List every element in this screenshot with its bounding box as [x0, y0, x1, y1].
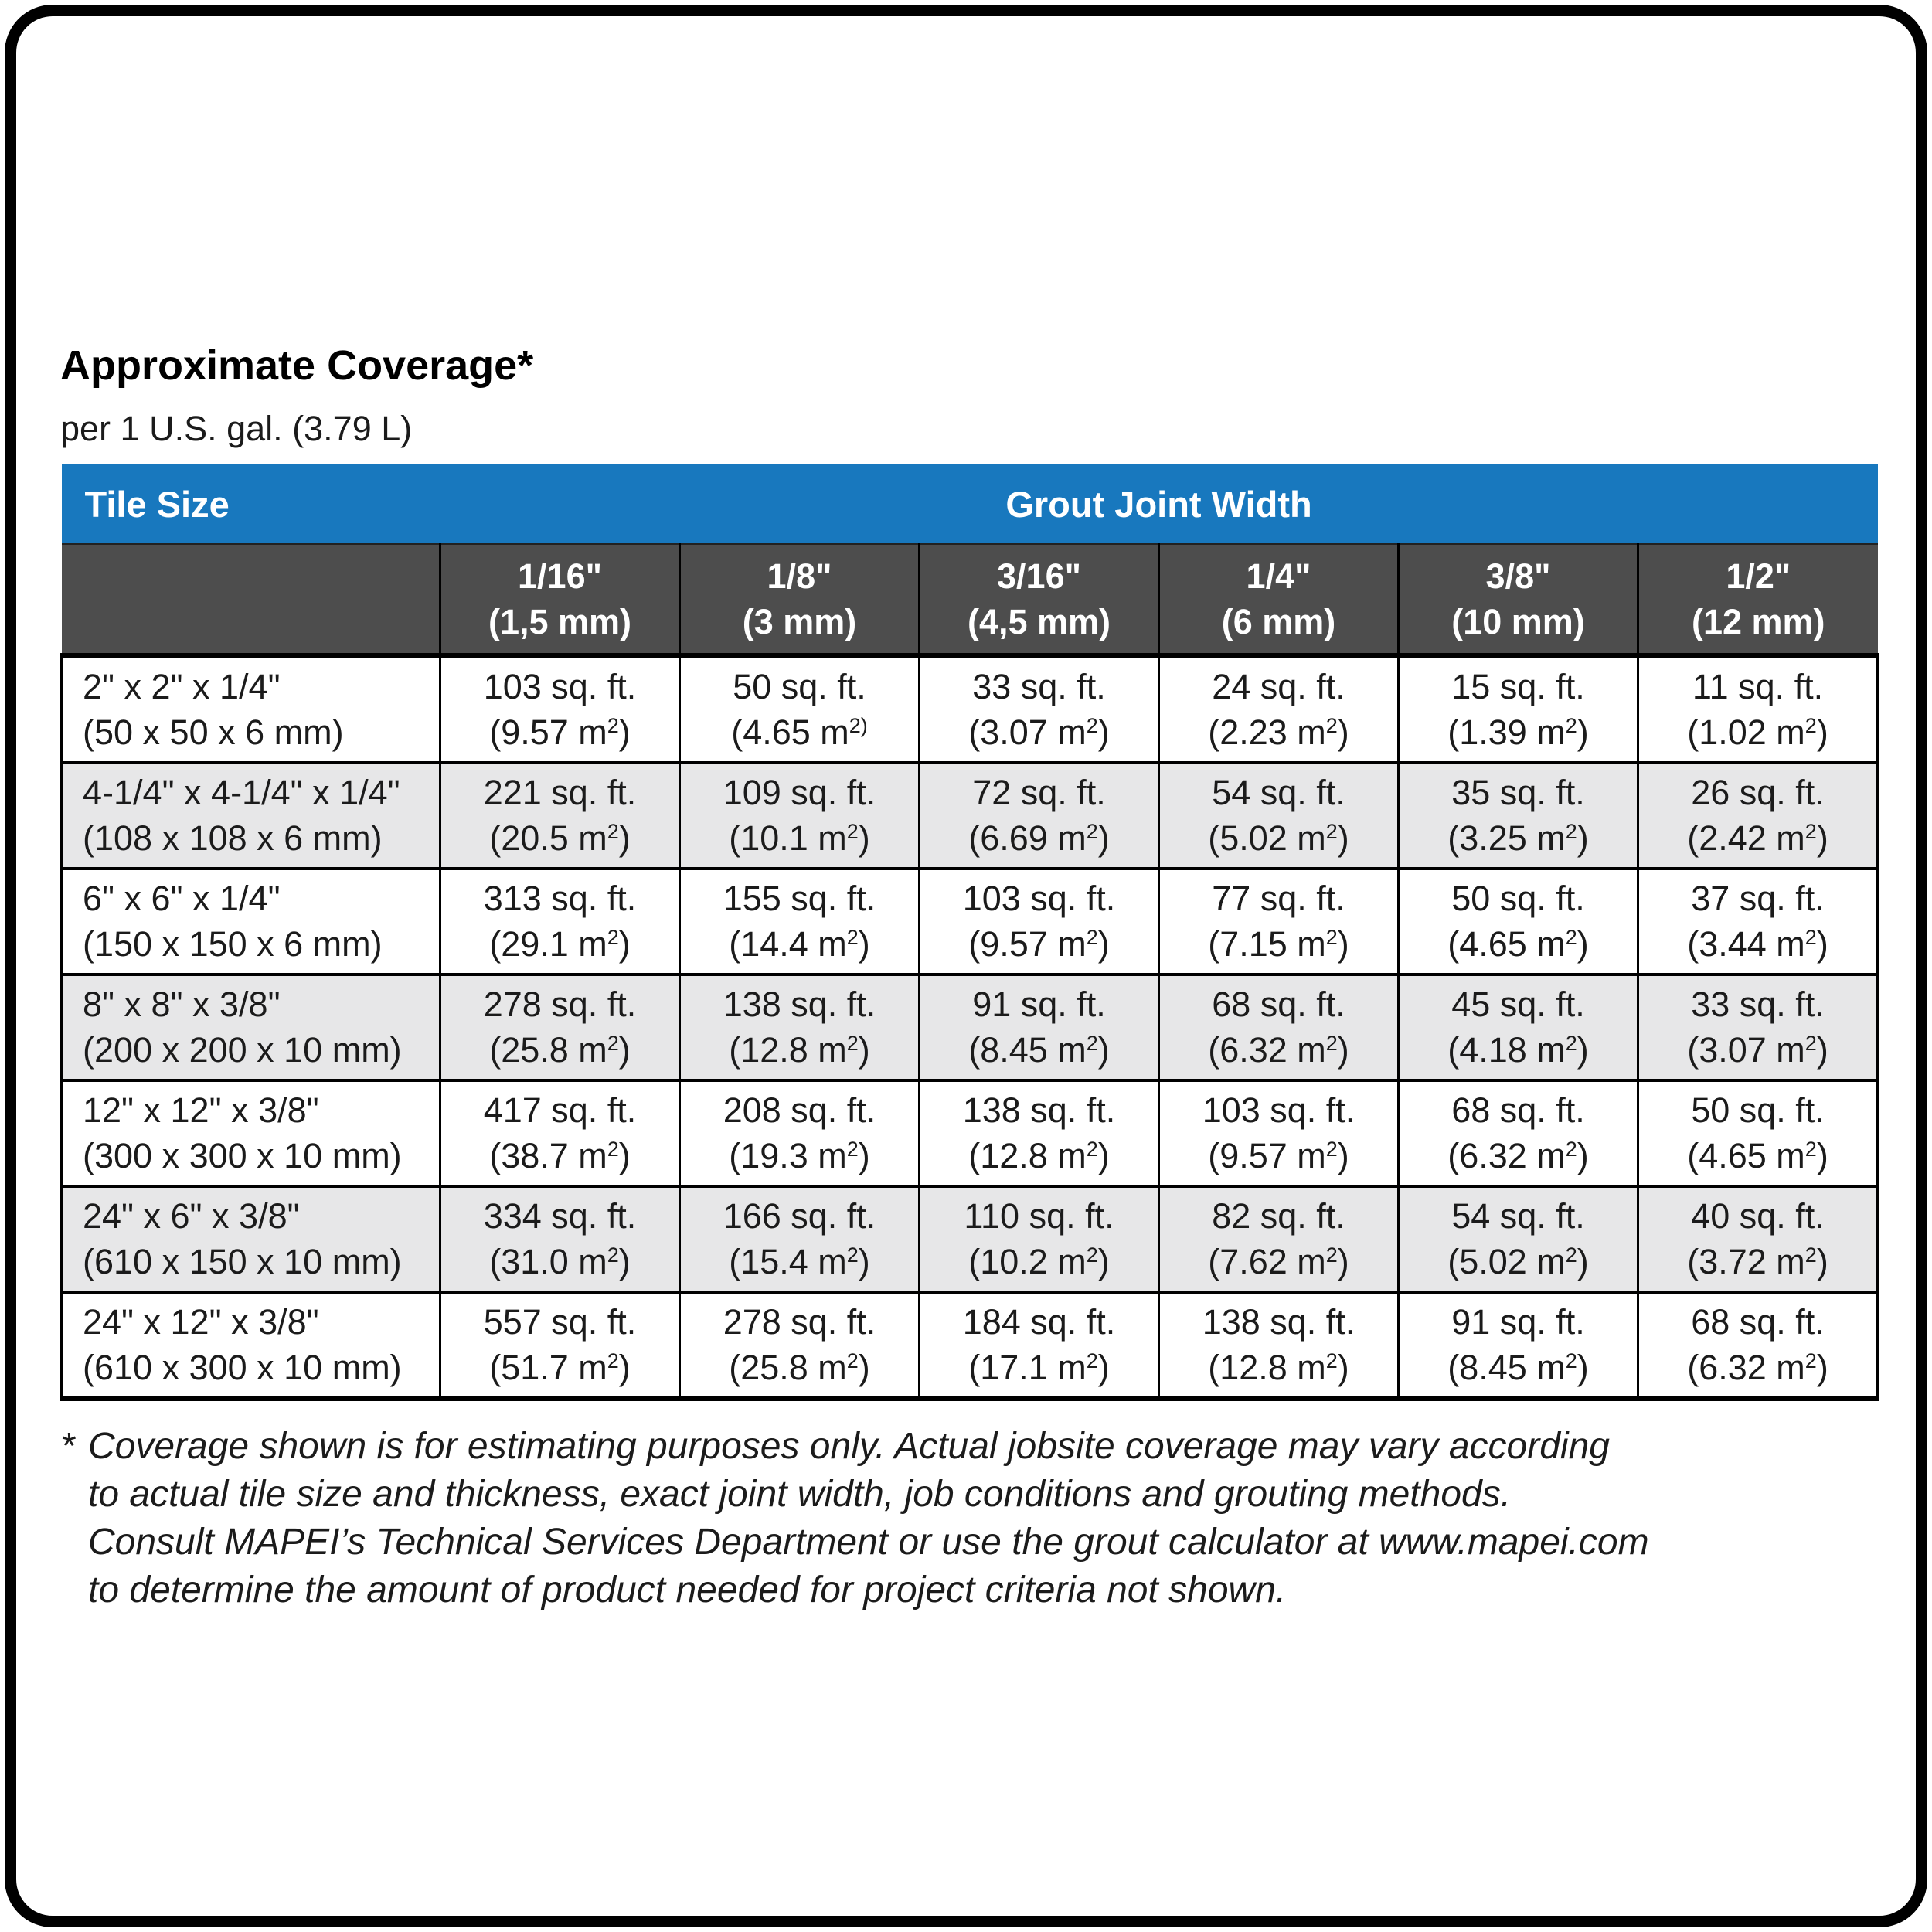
page-title: Approximate Coverage*: [60, 342, 534, 389]
coverage-cell: 15 sq. ft. (1.39 $m^2$): [1399, 656, 1638, 764]
coverage-cell: 184 sq. ft. (17.1 $m^2$): [920, 1292, 1159, 1399]
table-row: [62, 763, 1878, 869]
coverage-cell: 103 sq. ft. (9.57 $m^2$): [1159, 1080, 1399, 1186]
footnote-line: to determine the amount of product needed for project criteria not shown.: [88, 1569, 1287, 1611]
coverage-cell: 138 sq. ft. (12.8 $m^2$): [1159, 1292, 1399, 1399]
page-subtitle: per 1 U.S. gal. (3.79 L): [60, 409, 413, 448]
coverage-cell: 50 sq. ft. (4.65 $m^2$): [1399, 869, 1638, 975]
coverage-cell: 35 sq. ft. (3.25 $m^2$): [1399, 763, 1638, 869]
table-row: [62, 869, 1878, 975]
coverage-cell: 68 sq. ft. (6.32 $m^2$): [1638, 1292, 1878, 1399]
grout-width-column-header: 1/4" (6 mm): [1159, 544, 1399, 656]
coverage-cell: 91 sq. ft. (8.45 $m^2$): [920, 975, 1159, 1080]
grout-joint-width-header: Grout Joint Width: [440, 464, 1878, 544]
coverage-cell: 278 sq. ft. (25.8 $m^2$): [440, 975, 680, 1080]
coverage-cell: 557 sq. ft. (51.7 $m^2$): [440, 1292, 680, 1399]
coverage-cell: 109 sq. ft. (10.1 $m^2$): [680, 763, 920, 869]
coverage-cell: 417 sq. ft. (38.7 $m^2$): [440, 1080, 680, 1186]
footnote-line: * Coverage shown is for estimating purposes only. Actual jobsite coverage may vary according: [60, 1423, 1876, 1471]
coverage-cell: 221 sq. ft. (20.5 $m^2$): [440, 763, 680, 869]
tile-size-cell: 12" x 12" x 3/8" (300 x 300 x 10 mm): [62, 1080, 440, 1186]
coverage-cell: 103 sq. ft. (9.57 $m^2$): [440, 656, 680, 764]
subheader-corner-cell: [62, 544, 440, 656]
coverage-cell: 33 sq. ft. (3.07 $m^2$): [920, 656, 1159, 764]
table-row: [62, 1186, 1878, 1292]
grout-width-column-header: 1/16" (1,5 mm): [440, 544, 680, 656]
grout-width-column-header: 3/8" (10 mm): [1399, 544, 1638, 656]
table-row: [62, 975, 1878, 1080]
coverage-cell: 26 sq. ft. (2.42 $m^2$): [1638, 763, 1878, 869]
tile-size-cell: 6" x 6" x 1/4" (150 x 150 x 6 mm): [62, 869, 440, 975]
coverage-cell: 72 sq. ft. (6.69 $m^2$): [920, 763, 1159, 869]
coverage-cell: 155 sq. ft. (14.4 $m^2$): [680, 869, 920, 975]
tile-size-cell: 24" x 12" x 3/8" (610 x 300 x 10 mm): [62, 1292, 440, 1399]
footnote-line: to actual tile size and thickness, exact joint width, job conditions and grouting methods.: [88, 1473, 1512, 1515]
coverage-cell: 54 sq. ft. (5.02 $m^2$): [1159, 763, 1399, 869]
coverage-cell: 68 sq. ft. (6.32 $m^2$): [1159, 975, 1399, 1080]
tile-size-cell: 2" x 2" x 1/4" (50 x 50 x 6 mm): [62, 656, 440, 764]
coverage-cell: 50 sq. ft. (4.65 $m^{2)}$: [680, 656, 920, 764]
coverage-cell: 68 sq. ft. (6.32 $m^2$): [1399, 1080, 1638, 1186]
tile-size-cell: 4-1/4" x 4-1/4" x 1/4" (108 x 108 x 6 mm): [62, 763, 440, 869]
table-row: [62, 1292, 1878, 1399]
coverage-table-body: [62, 656, 1878, 1400]
coverage-cell: 45 sq. ft. (4.18 $m^2$): [1399, 975, 1638, 1080]
coverage-cell: 82 sq. ft. (7.62 $m^2$): [1159, 1186, 1399, 1292]
coverage-cell: 313 sq. ft. (29.1 $m^2$): [440, 869, 680, 975]
tile-size-cell: 24" x 6" x 3/8" (610 x 150 x 10 mm): [62, 1186, 440, 1292]
coverage-cell: 278 sq. ft. (25.8 $m^2$): [680, 1292, 920, 1399]
grout-width-column-header: 3/16" (4,5 mm): [920, 544, 1159, 656]
coverage-cell: 110 sq. ft. (10.2 $m^2$): [920, 1186, 1159, 1292]
coverage-cell: 40 sq. ft. (3.72 $m^2$): [1638, 1186, 1878, 1292]
coverage-section: [60, 342, 1876, 1614]
coverage-cell: 50 sq. ft. (4.65 $m^2$): [1638, 1080, 1878, 1186]
coverage-cell: 208 sq. ft. (19.3 $m^2$): [680, 1080, 920, 1186]
coverage-cell: 166 sq. ft. (15.4 $m^2$): [680, 1186, 920, 1292]
coverage-cell: 33 sq. ft. (3.07 $m^2$): [1638, 975, 1878, 1080]
coverage-cell: 54 sq. ft. (5.02 $m^2$): [1399, 1186, 1638, 1292]
coverage-table: [60, 464, 1879, 1401]
table-row: [62, 1080, 1878, 1186]
coverage-footnote: [60, 1423, 1876, 1614]
tile-size-cell: 8" x 8" x 3/8" (200 x 200 x 10 mm): [62, 975, 440, 1080]
coverage-cell: 77 sq. ft. (7.15 $m^2$): [1159, 869, 1399, 975]
footnote-line: Consult MAPEI’s Technical Services Department or use the grout calculator at www.mapei.com: [88, 1521, 1649, 1563]
coverage-cell: 11 sq. ft. (1.02 $m^2$): [1638, 656, 1878, 764]
coverage-cell: 24 sq. ft. (2.23 $m^2$): [1159, 656, 1399, 764]
grout-width-subheader-row: [62, 544, 1878, 656]
coverage-cell: 138 sq. ft. (12.8 $m^2$): [680, 975, 920, 1080]
footnote-asterisk: *: [60, 1426, 75, 1467]
coverage-cell: 138 sq. ft. (12.8 $m^2$): [920, 1080, 1159, 1186]
tile-size-header: Tile Size: [62, 464, 440, 544]
coverage-cell: 37 sq. ft. (3.44 $m^2$): [1638, 869, 1878, 975]
table-row: [62, 656, 1878, 764]
table-header-row: [62, 464, 1878, 544]
coverage-cell: 103 sq. ft. (9.57 $m^2$): [920, 869, 1159, 975]
grout-width-column-header: 1/2" (12 mm): [1638, 544, 1878, 656]
coverage-cell: 334 sq. ft. (31.0 $m^2$): [440, 1186, 680, 1292]
coverage-cell: 91 sq. ft. (8.45 $m^2$): [1399, 1292, 1638, 1399]
grout-width-column-header: 1/8" (3 mm): [680, 544, 920, 656]
